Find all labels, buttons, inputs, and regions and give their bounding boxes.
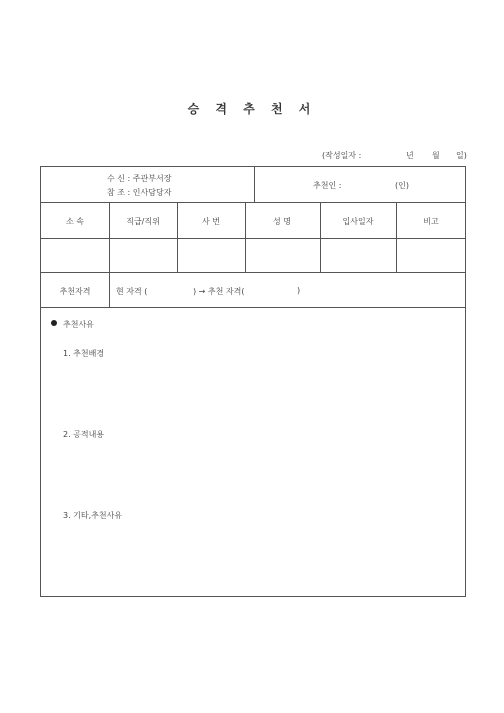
reason-other: 3. 기타,추천사유 <box>63 511 123 520</box>
divider <box>41 307 465 308</box>
bullet-icon <box>51 320 57 326</box>
divider <box>109 272 110 307</box>
current-qualification: 현 자격 ( <box>116 287 148 296</box>
recipient-text: 수 신 : 주관부서장 <box>107 174 172 183</box>
reason-background: 1. 추천배경 <box>63 349 105 358</box>
divider <box>177 202 178 272</box>
qualification-close: ) <box>297 286 301 295</box>
column-header-rank: 직급/직위 <box>126 217 160 226</box>
reference-text: 참 조 : 인사담당자 <box>107 188 172 197</box>
divider <box>245 202 246 272</box>
recommended-qualification: ) → 추천 자격( <box>193 287 245 296</box>
document-title: 승 격 추 천 서 <box>187 102 317 116</box>
seal-mark: (인) <box>395 181 409 190</box>
divider <box>41 238 465 239</box>
divider <box>109 202 110 272</box>
column-header-employee-id: 사 번 <box>202 217 220 226</box>
reasons-heading: 추천사유 <box>63 320 94 329</box>
column-header-department: 소 속 <box>66 217 84 226</box>
divider <box>320 202 321 272</box>
column-header-name: 성 명 <box>273 217 291 226</box>
recommender-label: 추천인 : <box>313 181 342 190</box>
column-header-remarks: 비고 <box>423 217 439 226</box>
recommendation-form <box>40 166 466 597</box>
date-day: 일) <box>456 151 467 160</box>
date-month: 월 <box>432 151 440 160</box>
column-header-hire-date: 입사일자 <box>342 217 374 226</box>
divider <box>41 202 465 203</box>
reason-achievements: 2. 공적내용 <box>63 430 105 439</box>
divider <box>396 202 397 272</box>
divider <box>254 167 255 202</box>
divider <box>41 272 465 273</box>
date-year: 년 <box>406 151 414 160</box>
date-label: (작성일자 : <box>322 151 362 160</box>
qualification-label: 추천자격 <box>59 287 91 296</box>
